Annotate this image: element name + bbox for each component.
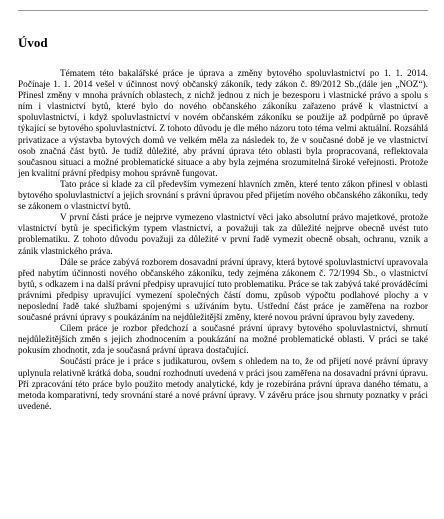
paragraph-topic: Tématem této bakalářské práce je úprava a změny bytového spoluvlastnictví po 1. 1. 2014. Počínaje 1. 1. 2014 vešel v účinnost nový občanský zákoník, tedy zákon č. 89/2012 Sb.,(dále jen „NOZ“). Přinesl změny v mnoha právních oblastech, z nichž jednou z nich je bezesporu i vlastnické právo a spolu s ním i vlastnictví bytů, které bylo do nového občanského zákoníku zařazeno právě k vlastnictví a spoluvlastnictví, i když spoluvlastnictví v novém občanském zákoníku se použije až podpůrně po úpravě týkající se bytového spoluvlastnictví. Z tohoto důvodu je dle mého názoru toto téma velmi aktuální. Rozsáhlá privatizace a výstavba bytových domů ve velkém měla za následek to, že v současné době je ve vlastnictví osob značná část bytů. Je tudíž důležité, aby právní úprava této oblasti byla propracovaná, reflektovala současnou situaci a možné problematické situace a aby byla zejména srozumitelná široké veřejnosti. Protože jen kvalitní právní předpisy mohou správně fungovat. (18, 69, 428, 179)
paragraph-method: Součástí práce je i práce s judikaturou, ovšem s ohledem na to, že od přijetí nové právní úpravy uplynula relativně krátká doba, soudní rozhodnutí uvedená v práci jsou zaměřena na dosavadní právní úpravu. Při zpracování této práce bylo použito metody analytické, kdy je rozebírána právní úprava daného tématu, a metoda komparativní, tedy srovnání staré a nové právní úpravy. V závěru práce jsou shrnuty poznatky v práci uvedené. (18, 357, 428, 412)
section-heading: Úvod (18, 35, 48, 50)
top-divider (18, 10, 428, 11)
body-text (18, 69, 428, 413)
paragraph-previous-law: Dále se práce zabývá rozborem dosavadní právní úpravy, která bytové spoluvlastnictví upravovala před nabytím účinnosti nového občanského zákoníku, tedy zejména zákonem č. 72/1994 Sb., o vlastnictví bytů, s odkazem i na další právní předpisy upravující tuto problematiku. Práce se tak zabývá také prováděcími právními předpisy upravující vymezení společných částí domu, způsob výpočtu podlahové plochy a v neposlední řadě také službami spojenými s užíváním bytu. Ustřední část práce je zaměřena na rozbor současné právní úpravy s poukázáním na nejdůležitější změny, které novou právní úpravou byly zavedeny. (18, 257, 428, 324)
paragraph-aim: Cílem práce je rozbor předchozí a současné právní úpravy bytového spoluvlastnictví, shrnutí nejdůležitějších změn s jejich zhodnocením a poukázání na možné problematické oblasti. V práci se také pokusím zhodnotit, zda je současná právní úprava dostačující. (18, 324, 428, 357)
paragraph-goal: Tato práce si klade za cíl především vymezení hlavních změn, které tento zákon přinesl v oblasti bytového spoluvlastnictví a jejich srovnání s právní úpravou před přijetím nového občanského zákoníku, tedy se zákonem o vlastnictví bytů. (18, 179, 428, 213)
paragraph-first-part: V první části práce je nejprve vymezeno vlastnictví věci jako absolutní právo majetkové, protože vlastnictví bytů je specifickým typem vlastnictví, a považuji tak za důležité nejprve obecně uvést tuto problematiku. Z tohoto důvodu považuji za důležité v první řadě vymezit obecně obsah, ochranu, vznik a zánik vlastnického práva. (18, 213, 428, 257)
